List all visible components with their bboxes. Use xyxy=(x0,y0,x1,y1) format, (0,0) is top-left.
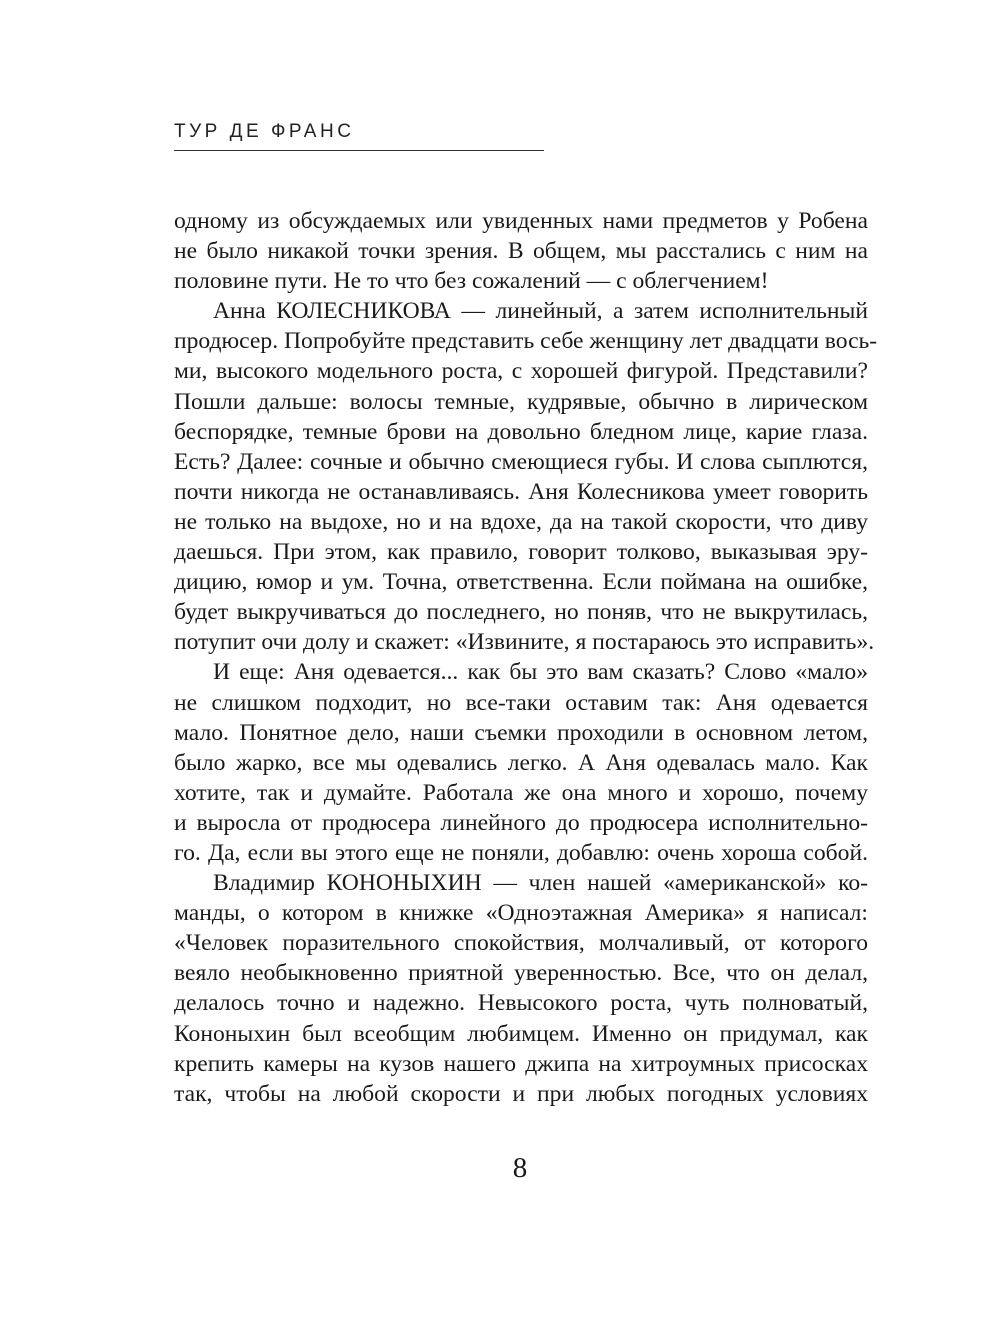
text-line: и выросла от продюсера линейного до продюсера исполнительно- xyxy=(174,809,868,836)
text-line: продюсер. Попробуйте представить себе женщину лет двадцати вось- xyxy=(174,328,878,355)
text-line: беспорядке, темные брови на довольно бледном лице, карие глаза. xyxy=(174,418,868,445)
text-line: так, чтобы на любой скорости и при любых погодных условиях xyxy=(174,1080,868,1107)
header-rule xyxy=(174,150,544,151)
text-line: не слишком подходит, но все-таки оставим так: Аня одевается xyxy=(174,689,868,716)
text-line: Владимир КОНОНЫХИН — член нашей «американской» ко- xyxy=(213,870,868,897)
text-line: мало. Понятное дело, наши съемки проходили в основном летом, xyxy=(174,719,868,746)
text-line: половине пути. Не то что без сожалений — с облегчением! xyxy=(174,268,769,295)
text-line: Анна КОЛЕСНИКОВА — линейный, а затем исполнительный xyxy=(213,298,868,325)
text-line: почти никогда не останавливаясь. Аня Колесникова умеет говорить xyxy=(174,478,868,505)
text-line: «Человек поразительного спокойствия, молчаливый, от которого xyxy=(174,930,868,957)
text-line: даешься. При этом, как правило, говорит толково, выказывая эру- xyxy=(174,539,868,566)
text-line: было жарко, все мы одевались легко. А Аня одевалась мало. Как xyxy=(174,749,868,776)
text-line: манды, о котором в книжке «Одноэтажная Америка» я написал: xyxy=(174,900,868,927)
text-line: хотите, так и думайте. Работала же она много и хорошо, почему xyxy=(174,779,868,806)
text-line: не было никакой точки зрения. В общем, мы расстались с ним на xyxy=(174,238,868,265)
text-line: Пошли дальше: волосы темные, кудрявые, обычно в лирическом xyxy=(174,388,868,415)
text-line: Есть? Далее: сочные и обычно смеющиеся губы. И слова сыплются, xyxy=(174,448,868,475)
page-number: 8 xyxy=(512,1152,528,1184)
text-line: ми, высокого модельного роста, с хорошей фигурой. Представили? xyxy=(174,358,868,385)
text-line: го. Да, если вы этого еще не поняли, добавлю: очень хороша собой. xyxy=(174,839,868,866)
text-line: не только на выдохе, но и на вдохе, да на такой скорости, что диву xyxy=(174,508,868,535)
text-line: Кононыхин был всеобщим любимцем. Именно он придумал, как xyxy=(174,1020,868,1047)
text-line: веяло необыкновенно приятной уверенностью. Все, что он делал, xyxy=(174,960,868,987)
text-line: дицию, юмор и ум. Точна, ответственна. Если поймана на ошибке, xyxy=(174,569,868,596)
running-title: ТУР ДЕ ФРАНС xyxy=(174,121,355,142)
text-line: крепить камеры на кузов нашего джипа на хитроумных присосках xyxy=(174,1050,868,1077)
text-line: потупит очи долу и скажет: «Извините, я постараюсь это исправить». xyxy=(174,629,875,656)
text-line: делалось точно и надежно. Невысокого роста, чуть полноватый, xyxy=(174,990,868,1017)
text-line: одному из обсуждаемых или увиденных нами предметов у Робена xyxy=(174,208,868,234)
text-line: будет выкручиваться до последнего, но поняв, что не выкрутилась, xyxy=(174,599,868,626)
text-line: И еще: Аня одевается... как бы это вам сказать? Слово «мало» xyxy=(213,659,868,686)
body-text xyxy=(174,206,878,1109)
